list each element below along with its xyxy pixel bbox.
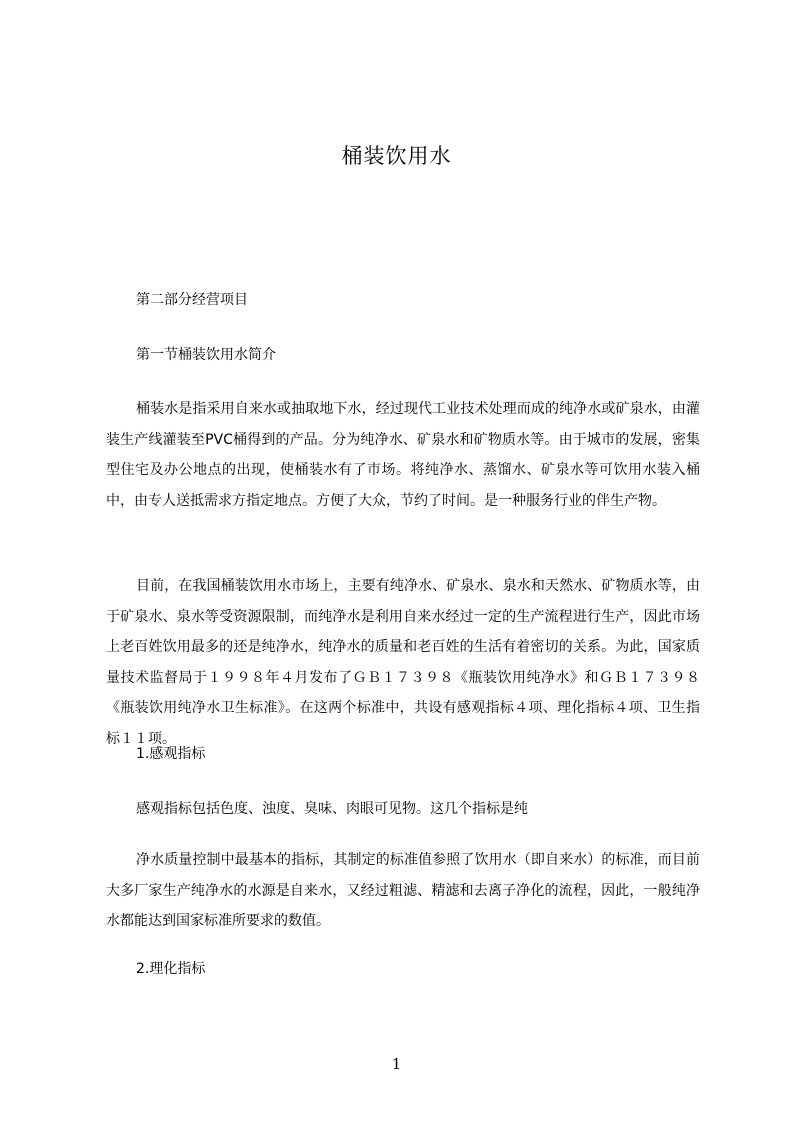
paragraph-sensory: 净水质量控制中最基本的指标，其制定的标准值参照了饮用水（即自来水）的标准，而目前大多厂家生产纯净水的水源是自来水，又经过粗滤、精滤和去离子净化的流程，因此，一般纯净水都能达到国家标准所要求的数值。 [106,852,700,929]
paragraph-market: 目前，在我国桶装饮用水市场上，主要有纯净水、矿泉水、泉水和天然水、矿物质水等，由于矿泉水、泉水等受资源限制，而纯净水是利用自来水经过一定的生产流程进行生产，因此市场上老百姓饮用最多的还是纯净水，纯净水的质量和老百姓的生活有着密切的关系。为此，国家质量技术监督局于１９９８年４月发布了ＧＢ１７３９８《瓶装饮用纯净水》和ＧＢ１７３９８《瓶装饮用纯净水卫生标准》。在这两个标准中，共设有感观指标４项、理化指标４项、卫生指标１１项。 [106,578,700,747]
item1-heading: 1.感观指标 [136,746,206,762]
section-heading: 第一节桶装饮用水简介 [136,347,276,363]
item1-intro-line: 感观指标包括色度、浊度、臭味、肉眼可见物。这几个指标是纯 [136,801,528,817]
item2-heading: 2.理化指标 [136,961,206,977]
paragraph-intro: 桶装水是指采用自来水或抽取地下水，经过现代工业技术处理而成的纯净水或矿泉水，由灌装生产线灌装至PVC桶得到的产品。分为纯净水、矿泉水和矿物质水等。由于城市的发展，密集型住宅及办公地点的出现，使桶装水有了市场。将纯净水、蒸馏水、矿泉水等可饮用水装入桶中，由专人送抵需求方指定地点。方便了大众，节约了时间。是一种服务行业的伴生产物。 [106,401,700,509]
document-title: 桶装饮用水 [341,144,452,168]
part-heading: 第二部分经营项目 [136,292,248,308]
page-number: 1 [391,1055,402,1073]
